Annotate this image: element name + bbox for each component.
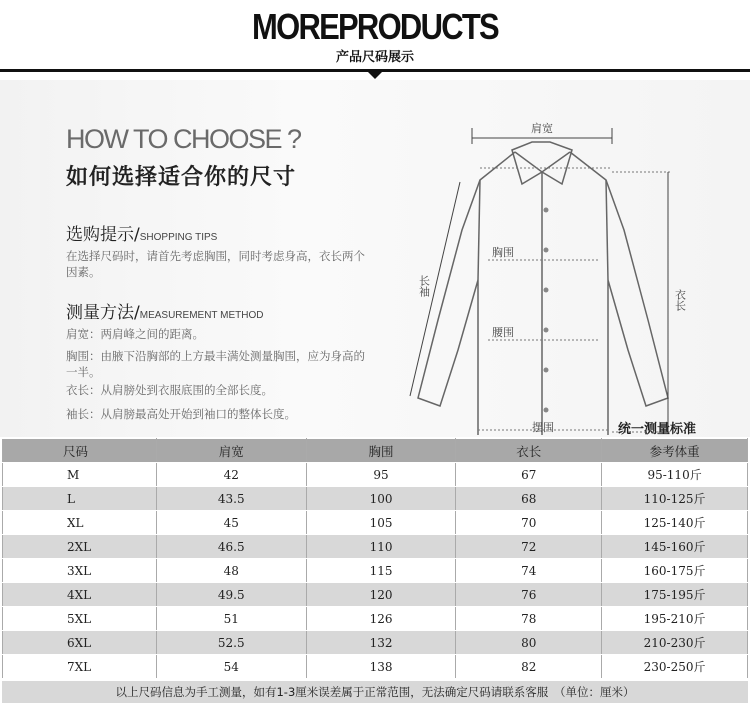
method-line-shoulder: 肩宽：两肩峰之间的距离。 (66, 327, 204, 341)
size-guide-panel (0, 80, 750, 437)
cell-shoulder: 51 (156, 607, 306, 631)
cell-weight: 110-125斤 (602, 487, 748, 511)
size-table (2, 438, 748, 679)
cell-chest: 115 (306, 559, 456, 583)
table-row (3, 511, 748, 535)
how-to-choose-title: HOW TO CHOOSE ? (66, 124, 301, 154)
cell-size: 2XL (3, 535, 157, 559)
header (0, 0, 750, 76)
table-row (3, 463, 748, 487)
cell-length: 82 (456, 655, 602, 679)
label-chest: 胸围 (492, 246, 514, 259)
cell-length: 80 (456, 631, 602, 655)
cell-length: 70 (456, 511, 602, 535)
cell-chest: 126 (306, 607, 456, 631)
standard-label: 统一测量标准 (618, 422, 697, 437)
cell-chest: 95 (306, 463, 456, 487)
cell-shoulder: 42 (156, 463, 306, 487)
cell-size: 6XL (3, 631, 157, 655)
measurement-note: 以上尺码信息为手工测量，如有1-3厘米误差属于正常范围，无法确定尺码请联系客服 （单位：厘米） (2, 681, 748, 703)
method-line-length: 衣长：从肩膀处到衣服底围的全部长度。 (66, 383, 273, 397)
cell-shoulder: 52.5 (156, 631, 306, 655)
cell-length: 72 (456, 535, 602, 559)
shirt-diagram (400, 110, 700, 435)
cell-shoulder: 49.5 (156, 583, 306, 607)
measurement-method-title: 测量方法/ (66, 303, 140, 323)
header-size: 尺码 (3, 439, 157, 463)
measurement-method-heading (66, 298, 263, 323)
cell-chest: 138 (306, 655, 456, 679)
header-weight: 参考体重 (602, 439, 748, 463)
table-header-row (3, 439, 748, 463)
cell-length: 67 (456, 463, 602, 487)
table-row (3, 631, 748, 655)
cell-length: 76 (456, 583, 602, 607)
shopping-tips-title: 选购提示/ (66, 225, 140, 245)
shirt-outline-icon (418, 142, 668, 435)
header-subtitle: 产品尺码展示 (335, 50, 414, 65)
cell-size: M (3, 463, 157, 487)
cell-length: 78 (456, 607, 602, 631)
table-row (3, 535, 748, 559)
cell-shoulder: 48 (156, 559, 306, 583)
header-shoulder: 肩宽 (156, 439, 306, 463)
method-line-sleeve: 袖长：从肩膀最高处开始到袖口的整体长度。 (66, 407, 296, 421)
cell-shoulder: 54 (156, 655, 306, 679)
table-row (3, 655, 748, 679)
header-title: MOREPRODUCTS (252, 6, 498, 47)
cell-weight: 95-110斤 (602, 463, 748, 487)
shirt-buttons (544, 208, 549, 413)
cell-length: 74 (456, 559, 602, 583)
header-chest: 胸围 (306, 439, 456, 463)
cell-chest: 105 (306, 511, 456, 535)
cell-shoulder: 46.5 (156, 535, 306, 559)
label-waist: 腰围 (492, 326, 514, 339)
shopping-tips-title-en: SHOPPING TIPS (139, 232, 218, 243)
cell-size: XL (3, 511, 157, 535)
cell-chest: 100 (306, 487, 456, 511)
cell-weight: 175-195斤 (602, 583, 748, 607)
cell-shoulder: 43.5 (156, 487, 306, 511)
table-row (3, 487, 748, 511)
how-to-choose-subtitle: 如何选择适合你的尺寸 (66, 165, 297, 190)
shopping-tips-heading (66, 220, 217, 245)
cell-chest: 120 (306, 583, 456, 607)
cell-size: 3XL (3, 559, 157, 583)
label-shoulder: 肩宽 (531, 122, 553, 135)
table-row (3, 607, 748, 631)
cell-size: 4XL (3, 583, 157, 607)
cell-chest: 110 (306, 535, 456, 559)
cell-length: 68 (456, 487, 602, 511)
cell-weight: 145-160斤 (602, 535, 748, 559)
cell-weight: 195-210斤 (602, 607, 748, 631)
cell-weight: 160-175斤 (602, 559, 748, 583)
label-sleeve: 长袖 (417, 275, 431, 297)
header-notch-icon (366, 70, 384, 79)
header-length: 衣长 (456, 439, 602, 463)
size-rows (3, 463, 748, 679)
cell-chest: 132 (306, 631, 456, 655)
cell-size: 5XL (3, 607, 157, 631)
label-hem: 摆围 (532, 421, 554, 434)
cell-size: L (3, 487, 157, 511)
cell-weight: 230-250斤 (602, 655, 748, 679)
table-row (3, 583, 748, 607)
cell-shoulder: 45 (156, 511, 306, 535)
shopping-tips-text: 在选择尺码时，请首先考虑胸围，同时考虑身高，衣长两个因素。 (66, 249, 365, 279)
measurement-method-title-en: MEASUREMENT METHOD (139, 310, 264, 321)
method-line-chest: 胸围：由腋下沿胸部的上方最丰满处测量胸围，应为身高的一半。 (66, 349, 365, 379)
label-length: 衣长 (673, 289, 687, 311)
cell-weight: 125-140斤 (602, 511, 748, 535)
table-row (3, 559, 748, 583)
cell-size: 7XL (3, 655, 157, 679)
cell-weight: 210-230斤 (602, 631, 748, 655)
